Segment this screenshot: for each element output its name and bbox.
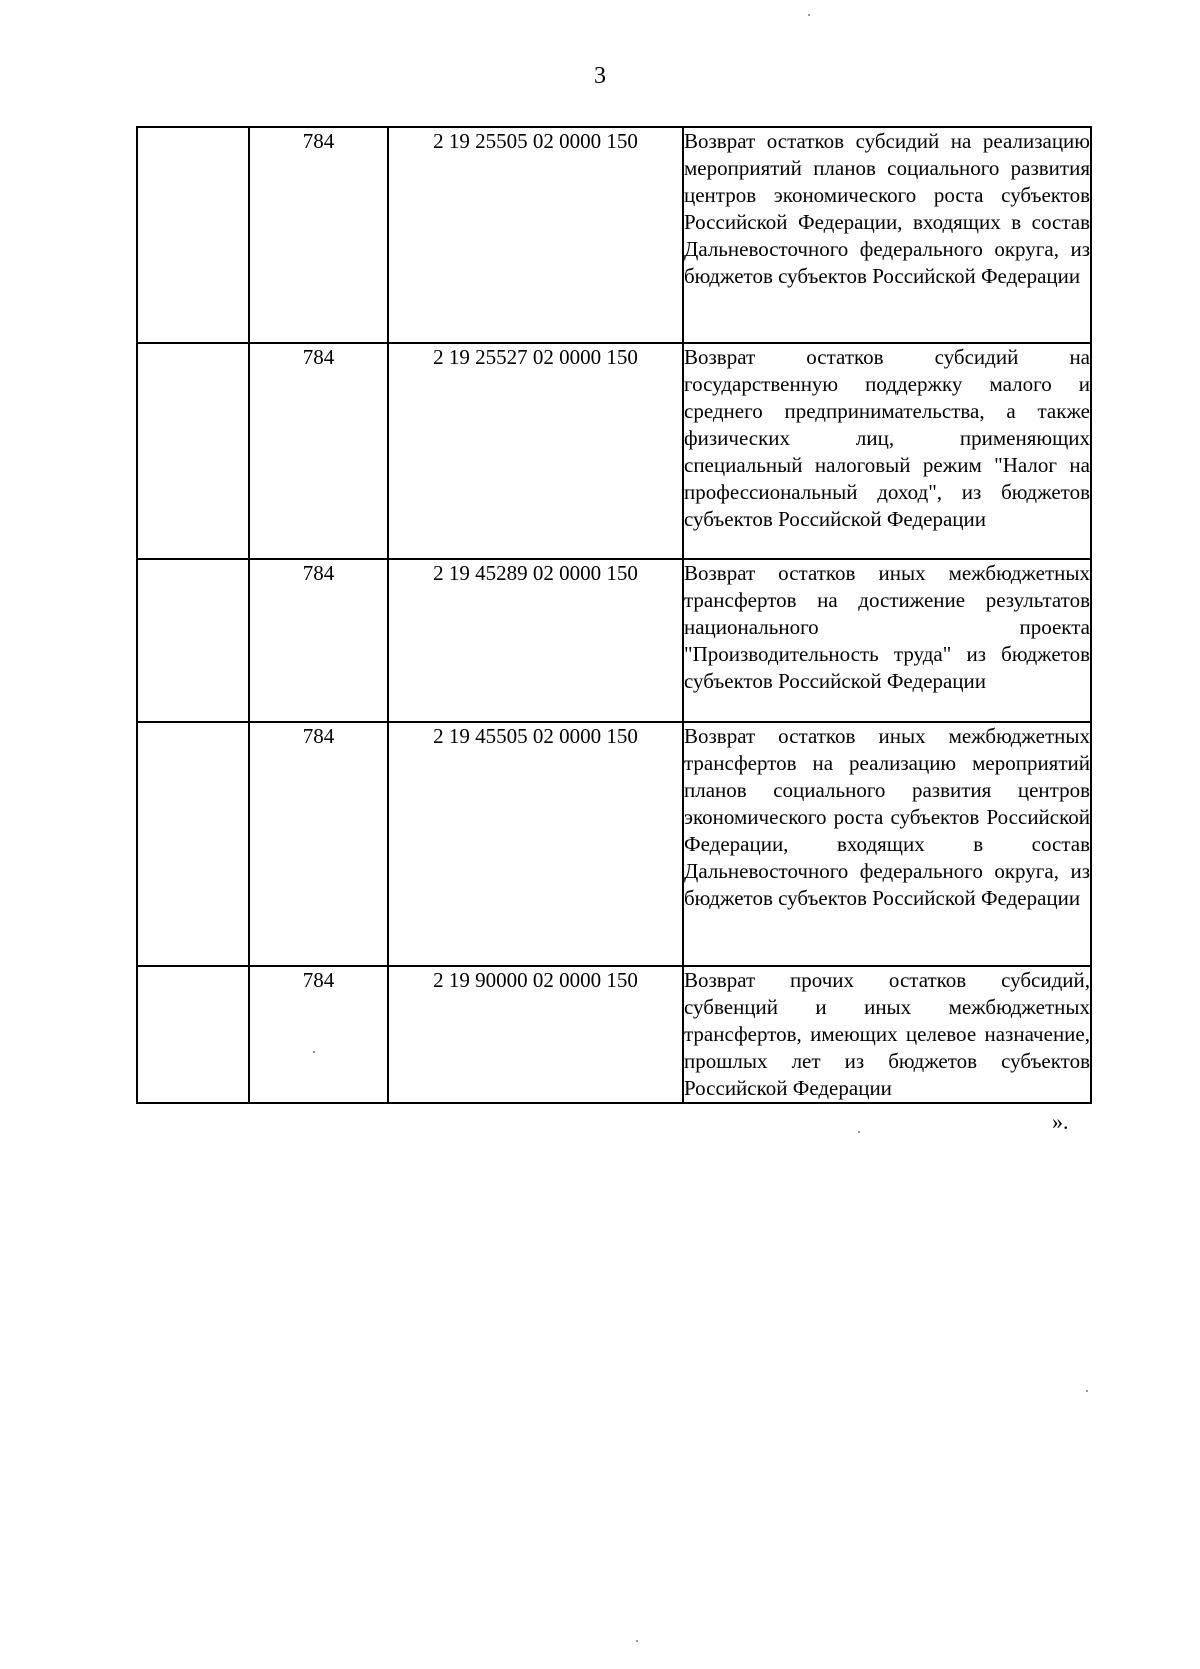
description-cell: Возврат прочих остатков субсидий, субвенций и иных межбюджетных трансфертов, имеющих целевое назначение, прошлых лет из бюджетов субъектов Российской Федерации	[683, 966, 1091, 1103]
table-row	[137, 722, 1091, 966]
budget-code-cell: 2 19 45505 02 0000 150	[388, 722, 683, 966]
empty-cell	[137, 722, 249, 966]
scan-speck	[808, 14, 810, 16]
page-number: 3	[594, 63, 606, 89]
closing-quote-mark: ».	[1052, 1109, 1069, 1134]
empty-cell	[137, 559, 249, 722]
table-row	[137, 127, 1091, 343]
table-row	[137, 559, 1091, 722]
empty-cell	[137, 343, 249, 559]
description-cell: Возврат остатков субсидий на реализацию мероприятий планов социального развития центров экономического роста субъектов Российской Федерации, входящих в состав Дальневосточного федерального округа, из бюджетов субъектов Российской Федерации	[683, 127, 1091, 343]
budget-code-table	[136, 126, 1092, 1104]
description-cell: Возврат остатков иных межбюджетных трансфертов на реализацию мероприятий планов социального развития центров экономического роста субъектов Российской Федерации, входящих в состав Дальневосточного федерального округа, из бюджетов субъектов Российской Федерации	[683, 722, 1091, 966]
scan-speck	[636, 1640, 638, 1642]
scan-speck	[1086, 1390, 1088, 1392]
table-row	[137, 966, 1091, 1103]
scan-speck	[313, 1051, 315, 1053]
admin-code-cell: 784	[249, 966, 388, 1103]
admin-code-cell: 784	[249, 559, 388, 722]
scan-speck	[858, 1131, 860, 1133]
budget-code-cell: 2 19 25505 02 0000 150	[388, 127, 683, 343]
empty-cell	[137, 966, 249, 1103]
empty-cell	[137, 127, 249, 343]
admin-code-cell: 784	[249, 722, 388, 966]
description-cell: Возврат остатков субсидий на государственную поддержку малого и среднего предпринимательства, а также физических лиц, применяющих специальный налоговый режим "Налог на профессиональный доход", из бюджетов субъектов Российской Федерации	[683, 343, 1091, 559]
budget-code-cell: 2 19 25527 02 0000 150	[388, 343, 683, 559]
budget-code-cell: 2 19 45289 02 0000 150	[388, 559, 683, 722]
table-row	[137, 343, 1091, 559]
budget-code-cell: 2 19 90000 02 0000 150	[388, 966, 683, 1103]
admin-code-cell: 784	[249, 127, 388, 343]
admin-code-cell: 784	[249, 343, 388, 559]
description-cell: Возврат остатков иных межбюджетных трансфертов на достижение результатов национального проекта "Производительность труда" из бюджетов субъектов Российской Федерации	[683, 559, 1091, 722]
